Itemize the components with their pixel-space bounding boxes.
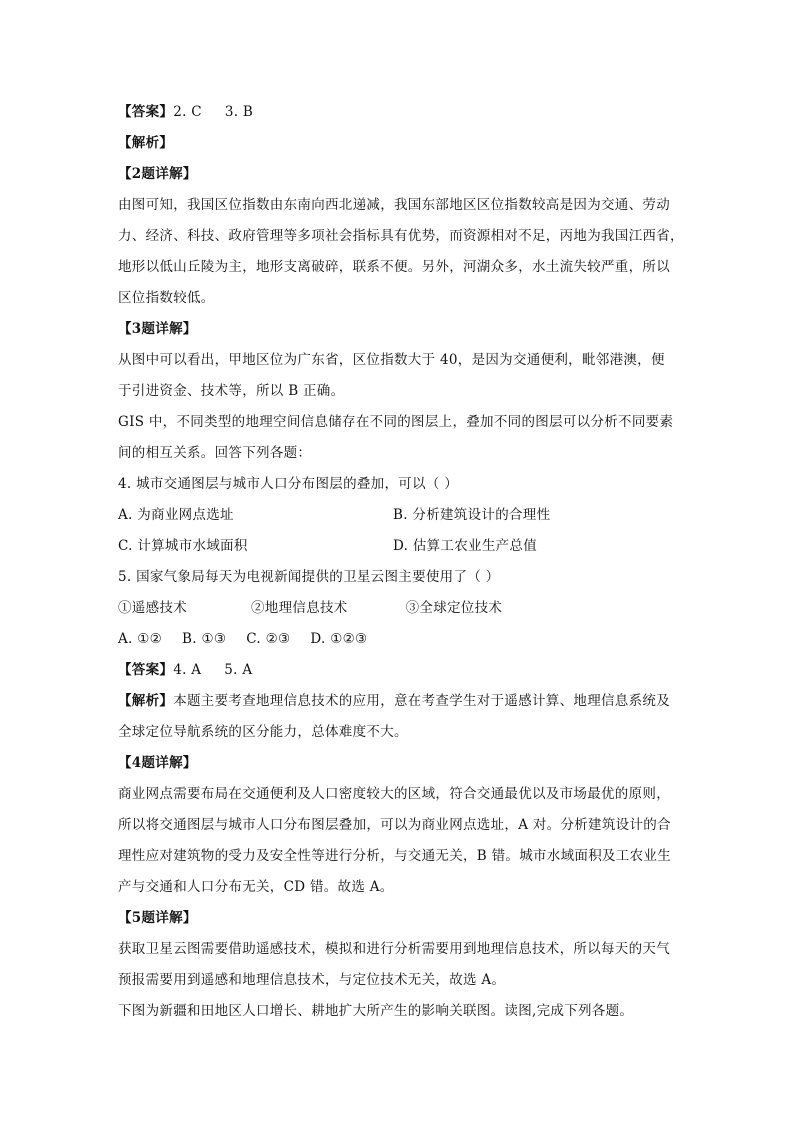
q4-option-c: C. 计算城市水域面积 [118, 538, 248, 554]
q4-stem: 4. 城市交通图层与城市人口分布图层的叠加，可以（ ） [118, 476, 459, 492]
gis-intro-line: GIS 中，不同类型的地理空间信息储存在不同的图层上，叠加不同的图层可以分析不同要素 [118, 414, 674, 430]
q5-option-d: D. ①②③ [310, 631, 368, 647]
q4-option-b: B. 分析建筑设计的合理性 [393, 507, 551, 523]
q5-option-b: B. ①③ [182, 631, 227, 647]
q5-item-2: ②地理信息技术 [251, 600, 348, 616]
answer-tag: 【答案】 [118, 104, 174, 120]
q3-detail-heading: 【3题详解】 [118, 321, 197, 337]
q4-detail-line: 产与交通和人口分布无关，CD 错。故选 A。 [118, 879, 394, 895]
q4-detail-heading: 【4题详解】 [118, 755, 197, 771]
q2-detail-heading: 【2题详解】 [118, 166, 197, 182]
q2-detail-paragraph [118, 190, 684, 314]
answer-line-2 [118, 655, 678, 686]
answer-tag: 【答案】 [118, 662, 174, 678]
gis-intro-line: 间的相互关系。回答下列各题： [118, 445, 312, 461]
q2-detail-line: 力、经济、科技、政府管理等多项社会指标具有优势，而资源相对不足，丙地为我国江西省， [118, 228, 684, 244]
gis-intro-paragraph [118, 407, 678, 469]
q2-detail-line: 地形以低山丘陵为主，地形支离破碎，联系不便。另外，河湖众多，水土流失较严重，所以 [118, 259, 670, 275]
q5-stem: 5. 国家气象局每天为电视新闻提供的卫星云图主要使用了（ ） [118, 569, 500, 585]
answer-text: 4. A 5. A [173, 662, 253, 678]
q4-detail-paragraph [118, 779, 678, 903]
q3-detail-line: 于引进资金、技术等，所以 B 正确。 [118, 383, 345, 399]
document-page [118, 97, 684, 1027]
q4-options-row-1 [118, 500, 678, 531]
q5-options-row [118, 624, 678, 655]
q4-option-a: A. 为商业网点选址 [118, 507, 234, 523]
analysis-line: 全球定位导航系统的区分能力，总体难度不大。 [118, 724, 408, 740]
analysis-heading-1: 【解析】 [118, 135, 174, 151]
analysis-tag: 【解析】 [118, 693, 174, 709]
q5-items-row [118, 593, 678, 624]
q4-detail-line: 所以将交通图层与城市人口分布图层叠加，可以为商业网点选址，A 对。分析建筑设计的合 [118, 817, 671, 833]
q4-detail-line: 理性应对建筑物的受力及安全性等进行分析，与交通无关，B 错。城市水域面积及工农业生 [118, 848, 672, 864]
q5-detail-paragraph [118, 934, 678, 996]
analysis-text: 本题主要考查地理信息技术的应用，意在考查学生对于遥感计算、地理信息系统及 [173, 693, 671, 709]
q5-option-c: C. ②③ [246, 631, 291, 647]
analysis-line [118, 686, 678, 717]
q4-options-row-2 [118, 531, 678, 562]
q3-detail-line: 从图中可以看出，甲地区位为广东省，区位指数大于 40，是因为交通便利，毗邻港澳，便 [118, 352, 665, 368]
q4-detail-line: 商业网点需要布局在交通便利及人口密度较大的区域，符合交通最优以及市场最优的原则， [118, 786, 670, 802]
q4-option-d: D. 估算工农业生产总值 [393, 538, 538, 554]
answer-line-1 [118, 97, 678, 128]
q5-item-3: ③全球定位技术 [405, 600, 503, 616]
q5-detail-line: 预报需要用到遥感和地理信息技术，与定位技术无关，故选 A。 [118, 972, 506, 988]
q5-item-1: ①遥感技术 [118, 600, 187, 616]
analysis-paragraph-2 [118, 686, 678, 748]
q5-detail-line: 获取卫星云图需要借助遥感技术，模拟和进行分析需要用到地理信息技术，所以每天的天气 [118, 941, 670, 957]
answer-text: 2. C 3. B [173, 104, 254, 120]
q5-option-a: A. ①② [118, 631, 163, 647]
q2-detail-line: 由图可知，我国区位指数由东南向西北递减，我国东部地区区位指数较高是因为交通、劳动 [118, 197, 670, 213]
q3-detail-paragraph [118, 345, 678, 407]
q2-detail-line: 区位指数较低。 [118, 290, 215, 306]
next-section-intro: 下图为新疆和田地区人口增长、耕地扩大所产生的影响关联图。读图,完成下列各题。 [118, 1003, 634, 1019]
q5-detail-heading: 【5题详解】 [118, 910, 197, 926]
